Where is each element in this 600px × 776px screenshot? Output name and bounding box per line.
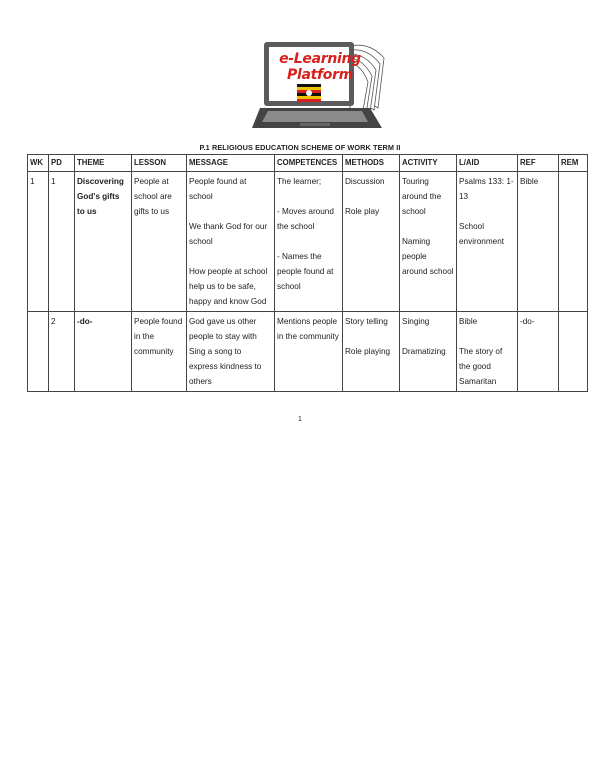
message-line: God gave us other people to stay with [189,317,257,341]
activity-line: Naming people around school [402,237,454,276]
elearning-logo [250,38,390,134]
activity-line: Dramatizing [402,347,446,356]
activity-line: Touring around the school [402,177,442,216]
cell-competences [275,312,343,392]
cell-laid [457,312,518,392]
header-rem: REM [559,155,588,172]
cell-methods [343,172,400,312]
table-row [28,172,588,312]
competence-line: - Moves around the school [277,207,334,231]
cell-lesson: People at school are gifts to us [132,172,187,312]
cell-competences [275,172,343,312]
cell-ref: -do- [518,312,559,392]
laid-line: School environment [459,222,505,246]
method-line: Story telling [345,317,388,326]
header-wk: WK [28,155,49,172]
header-lesson: LESSON [132,155,187,172]
flag-icon [297,84,321,102]
logo-text-line2: Platform [286,67,353,83]
cell-laid [457,172,518,312]
cell-theme: Discovering God's gifts to us [75,172,132,312]
cell-theme: -do- [75,312,132,392]
cell-pd: 2 [49,312,75,392]
scheme-of-work-table [27,154,588,392]
competence-line: - Names the people found at school [277,252,334,291]
header-ref: REF [518,155,559,172]
page-number: 1 [298,416,302,423]
message-line: People found at school [189,177,247,201]
cell-methods [343,312,400,392]
logo-text-line1: e-Learning [279,51,361,67]
cell-message [187,312,275,392]
cell-pd: 1 [49,172,75,312]
cell-wk [28,312,49,392]
cell-wk: 1 [28,172,49,312]
message-line: How people at school help us to be safe, happy and know God [189,267,268,306]
header-pd: PD [49,155,75,172]
laid-line: Bible [459,317,478,326]
laid-line: Psalms 133: 1-13 [459,177,514,201]
competence-line: Mentions people in the community [277,317,339,341]
laid-line: The story of the good Samaritan [459,347,503,386]
header-activity: ACTIVITY [400,155,457,172]
header-message: MESSAGE [187,155,275,172]
header-competences: COMPETENCES [275,155,343,172]
cell-message [187,172,275,312]
cell-ref: Bible [518,172,559,312]
table-row [28,312,588,392]
method-line: Role play [345,207,380,216]
method-line: Discussion [345,177,385,186]
header-laid: L/AID [457,155,518,172]
cell-activity [400,312,457,392]
cell-lesson: People found in the community [132,312,187,392]
table-header-row [28,155,588,172]
message-line: We thank God for our school [189,222,268,246]
document-title: P.1 RELIGIOUS EDUCATION SCHEME OF WORK TERM II [199,143,401,152]
method-line: Role playing [345,347,391,356]
header-methods: METHODS [343,155,400,172]
header-theme: THEME [75,155,132,172]
competence-line: The learner; [277,177,322,186]
cell-rem [559,312,588,392]
cell-activity [400,172,457,312]
cell-rem [559,172,588,312]
activity-line: Singing [402,317,430,326]
message-line: Sing a song to express kindness to others [189,347,262,386]
